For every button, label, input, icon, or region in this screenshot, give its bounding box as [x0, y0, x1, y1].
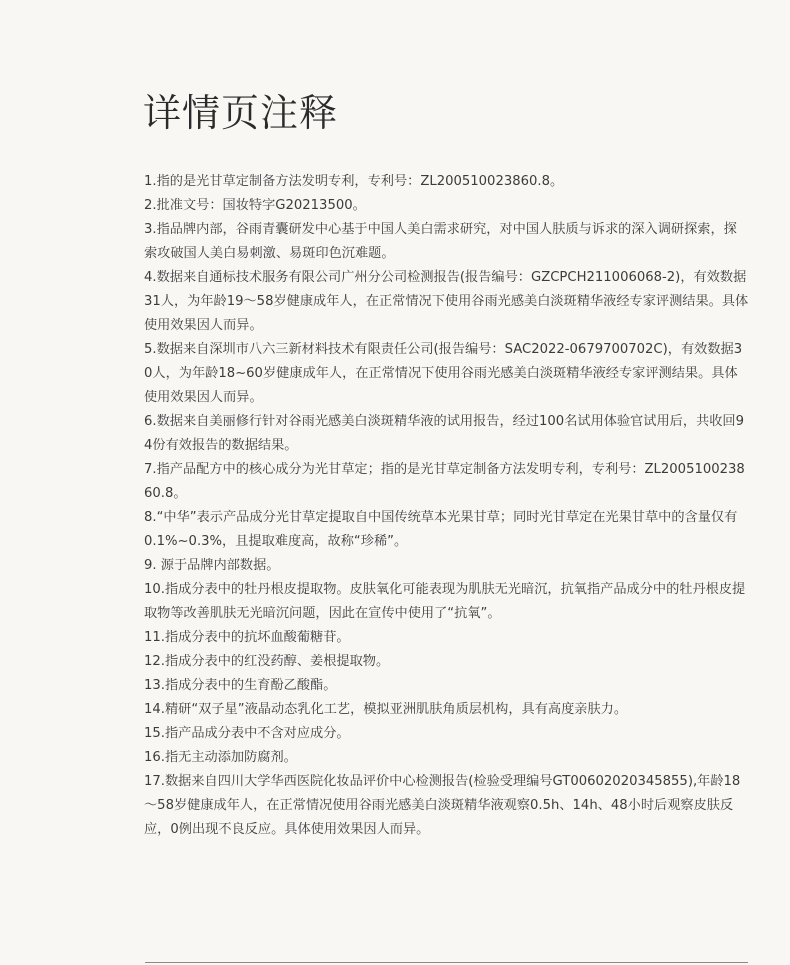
note-item-9: 9. 源于品牌内部数据。: [144, 558, 280, 573]
note-item-17: 17.数据来自四川大学华西医院化妆品评价中心检测报告(检验受理编号GT00602020345855),年龄18～58岁健康成年人，在正常情况使用谷雨光感美白淡斑精华液观察0.5h、14h、48小时后观察皮肤反应，0例出现不良反应。具体使用效果因人而异。: [144, 774, 741, 837]
notes-list: [144, 170, 749, 842]
bottom-divider: [145, 962, 748, 963]
note-item-14: 14.精研“双子星”液晶动态乳化工艺，模拟亚洲肌肤角质层机构，具有高度亲肤力。: [144, 702, 628, 717]
note-item-13: 13.指成分表中的生育酚乙酸酯。: [144, 678, 337, 693]
note-item-2: 2.批准文号：国妆特字G20213500。: [144, 198, 366, 213]
note-item-8: 8.“中华”表示产品成分光甘草定提取自中国传统草本光果甘草；同时光甘草定在光果甘草中的含量仅有0.1%~0.3%，且提取难度高，故称“珍稀”。: [144, 510, 738, 549]
note-item-12: 12.指成分表中的红没药醇、姜根提取物。: [144, 654, 390, 669]
page-title: 详情页注释: [143, 91, 339, 135]
note-item-6: 6.数据来自美丽修行针对谷雨光感美白淡斑精华液的试用报告，经过100名试用体验官试用后，共收回94份有效报告的数据结果。: [144, 414, 745, 453]
note-item-11: 11.指成分表中的抗坏血酸葡糖苷。: [144, 630, 350, 645]
note-item-1: 1.指的是光甘草定制备方法发明专利，专利号：ZL200510023860.8。: [144, 174, 564, 189]
note-item-16: 16.指无主动添加防腐剂。: [144, 750, 297, 765]
note-item-10: 10.指成分表中的牡丹根皮提取物。皮肤氧化可能表现为肌肤无光暗沉，抗氧指产品成分中的牡丹根皮提取物等改善肌肤无光暗沉问题，因此在宣传中使用了“抗氧”。: [144, 582, 746, 621]
note-item-15: 15.指产品成分表中不含对应成分。: [144, 726, 350, 741]
note-item-5: 5.数据来自深圳市八六三新材料技术有限责任公司(报告编号：SAC2022-0679700702C)，有效数据30人，为年龄18~60岁健康成年人，在正常情况下使用谷雨光感美白淡斑精华液经专家评测结果。具体使用效果因人而异。: [144, 342, 743, 405]
note-item-7: 7.指产品配方中的核心成分为光甘草定；指的是光甘草定制备方法发明专利，专利号：ZL200510023860.8。: [144, 462, 745, 501]
note-item-3: 3.指品牌内部，谷雨青囊研发中心基于中国人美白需求研究，对中国人肤质与诉求的深入调研探索，探索攻破国人美白易刺激、易斑印色沉难题。: [144, 222, 737, 261]
note-item-4: 4.数据来自通标技术服务有限公司广州分公司检测报告(报告编号：GZCPCH211006068-2)，有效数据31人，为年龄19～58岁健康成年人，在正常情况下使用谷雨光感美白淡斑精华液经专家评测结果。具体使用效果因人而异。: [144, 270, 749, 333]
